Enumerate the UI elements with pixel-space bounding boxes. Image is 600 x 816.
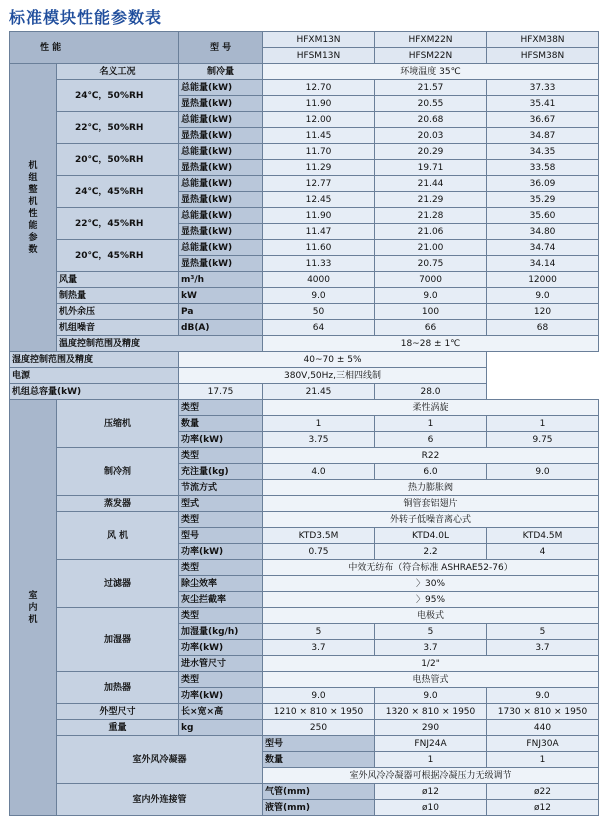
model-name: HFXM38N [487, 32, 599, 48]
value-cell: 68 [487, 320, 599, 336]
sensible-label: 显热量(kW) [179, 224, 263, 240]
temp_range-value: 18~28 ± 1℃ [263, 336, 599, 352]
compressor-qty-label: 数量 [179, 416, 263, 432]
condition-name: 24℃，50%RH [57, 80, 179, 112]
value-cell: 34.74 [487, 240, 599, 256]
total-label: 总能量(kW) [179, 112, 263, 128]
value-cell: ø12 [375, 784, 487, 800]
value-cell: 1 [375, 416, 487, 432]
value-cell: ø12 [487, 800, 599, 816]
table-row [10, 272, 599, 288]
table-row [10, 496, 599, 512]
value-cell: 11.60 [263, 240, 375, 256]
param-name: 制热量 [57, 288, 179, 304]
value-cell: 21.00 [375, 240, 487, 256]
value-cell: 21.57 [375, 80, 487, 96]
param-unit: m³/h [179, 272, 263, 288]
value-cell: 440 [487, 720, 599, 736]
value-cell: 35.60 [487, 208, 599, 224]
value-cell: 12.70 [263, 80, 375, 96]
table-row [10, 32, 599, 48]
value-cell: 37.33 [487, 80, 599, 96]
condition-name: 22℃，50%RH [57, 112, 179, 144]
value-cell: 3.7 [375, 640, 487, 656]
value-cell: 12000 [487, 272, 599, 288]
table-row [10, 144, 599, 160]
value-cell: FNJ24A [375, 736, 487, 752]
power-label: 电源 [10, 368, 179, 384]
table-row [10, 448, 599, 464]
refrigerant-type: R22 [263, 448, 599, 464]
table-row [10, 336, 599, 352]
value-cell: 21.45 [263, 384, 375, 400]
value-cell: 100 [375, 304, 487, 320]
model-header: 型 号 [179, 32, 263, 64]
table-row [10, 320, 599, 336]
ambient-temperature: 环境温度 35℃ [263, 64, 599, 80]
value-cell: 34.80 [487, 224, 599, 240]
condenser-note: 室外风冷冷凝器可根据冷凝压力无级调节 [263, 768, 599, 784]
dimensions-label: 外型尺寸 [57, 704, 179, 720]
value-cell: 12.77 [263, 176, 375, 192]
model-name: HFXM22N [375, 32, 487, 48]
filter-type-label: 类型 [179, 560, 263, 576]
humidifier-power-label: 功率(kW) [179, 640, 263, 656]
table-row [10, 368, 599, 384]
total-label: 总能量(kW) [179, 144, 263, 160]
value-cell: 3.7 [263, 640, 375, 656]
value-cell: 21.44 [375, 176, 487, 192]
table-row [10, 672, 599, 688]
value-cell: 9.0 [375, 288, 487, 304]
heater-label: 加热器 [57, 672, 179, 704]
performance-header: 性 能 [10, 32, 179, 64]
humidifier-pipe: 1/2" [263, 656, 599, 672]
value-cell: 290 [375, 720, 487, 736]
value-cell: 11.70 [263, 144, 375, 160]
table-row [10, 208, 599, 224]
value-cell: 20.75 [375, 256, 487, 272]
humidifier-label: 加湿器 [57, 608, 179, 672]
spec-table-body [10, 32, 599, 816]
evaporator-form: 铜管套铝翅片 [263, 496, 599, 512]
table-row [10, 608, 599, 624]
capacity-label: 机组总容量(kW) [10, 384, 179, 400]
humidifier-pipe-label: 进水管尺寸 [179, 656, 263, 672]
value-cell: 1 [487, 752, 599, 768]
throttle-label: 节流方式 [179, 480, 263, 496]
value-cell: 5 [375, 624, 487, 640]
value-cell: 12.45 [263, 192, 375, 208]
table-row [10, 704, 599, 720]
value-cell: 20.29 [375, 144, 487, 160]
value-cell: 4 [487, 544, 599, 560]
table-row [10, 112, 599, 128]
condition-name: 22℃，45%RH [57, 208, 179, 240]
section-indoor-unit: 室 内 机 [10, 400, 57, 816]
heater-type: 电热管式 [263, 672, 599, 688]
param-name: 风量 [57, 272, 179, 288]
value-cell: 19.71 [375, 160, 487, 176]
value-cell: 9.0 [263, 288, 375, 304]
humidifier-type-label: 类型 [179, 608, 263, 624]
liquid-pipe-label: 液管(mm) [263, 800, 375, 816]
table-row [10, 64, 599, 80]
value-cell: 66 [375, 320, 487, 336]
condition-name: 20℃，50%RH [57, 144, 179, 176]
table-row [10, 384, 599, 400]
value-cell: 28.0 [375, 384, 487, 400]
humidity_range-label: 湿度控制范围及精度 [10, 352, 179, 368]
value-cell: 11.45 [263, 128, 375, 144]
humidifier-amount-label: 加湿量(kg/h) [179, 624, 263, 640]
value-cell: 9.75 [487, 432, 599, 448]
table-row [10, 400, 599, 416]
value-cell: 9.0 [487, 688, 599, 704]
value-cell: 1210 × 810 × 1950 [263, 704, 375, 720]
power-value: 380V,50Hz,三相四线制 [179, 368, 487, 384]
value-cell: 33.58 [487, 160, 599, 176]
page-title: 标准模块性能参数表 [9, 8, 163, 27]
sensible-label: 显热量(kW) [179, 192, 263, 208]
condition-name: 20℃，45%RH [57, 240, 179, 272]
table-row [10, 176, 599, 192]
value-cell: 6.0 [375, 464, 487, 480]
compressor-type-label: 类型 [179, 400, 263, 416]
table-row [10, 80, 599, 96]
filter-arrest-label: 灰尘拦截率 [179, 592, 263, 608]
section-unit-performance: 机 组 整 机 性 能 参 数 [10, 64, 57, 352]
value-cell: 11.47 [263, 224, 375, 240]
value-cell: ø10 [375, 800, 487, 816]
value-cell: 250 [263, 720, 375, 736]
value-cell: 1730 × 810 × 1950 [487, 704, 599, 720]
fan-label: 风 机 [57, 512, 179, 560]
value-cell: 36.09 [487, 176, 599, 192]
param-unit: kW [179, 288, 263, 304]
value-cell: 35.41 [487, 96, 599, 112]
spec-table [9, 31, 599, 816]
value-cell: ø22 [487, 784, 599, 800]
param-unit: dB(A) [179, 320, 263, 336]
filter-eff: 〉30% [263, 576, 599, 592]
condenser-label: 室外风冷凝器 [57, 736, 263, 784]
table-row [10, 784, 599, 800]
table-row [10, 512, 599, 528]
condition-name: 24℃，45%RH [57, 176, 179, 208]
condition-header: 名义工况 [57, 64, 179, 80]
value-cell: 21.29 [375, 192, 487, 208]
value-cell: 34.87 [487, 128, 599, 144]
value-cell: 11.29 [263, 160, 375, 176]
refrigerant-label: 制冷剂 [57, 448, 179, 496]
value-cell: 2.2 [375, 544, 487, 560]
table-row [10, 288, 599, 304]
filter-eff-label: 除尘效率 [179, 576, 263, 592]
value-cell: 34.35 [487, 144, 599, 160]
sensible-label: 显热量(kW) [179, 256, 263, 272]
param-name: 机组噪音 [57, 320, 179, 336]
value-cell: 12.00 [263, 112, 375, 128]
refrigeration-label: 制冷量 [179, 64, 263, 80]
filter-arrest: 〉95% [263, 592, 599, 608]
value-cell: 9.0 [263, 688, 375, 704]
value-cell: 5 [487, 624, 599, 640]
dimensions-unit: 长×宽×高 [179, 704, 263, 720]
value-cell: 11.33 [263, 256, 375, 272]
fan-type: 外转子低噪音离心式 [263, 512, 599, 528]
fan-power-label: 功率(kW) [179, 544, 263, 560]
value-cell: 0.75 [263, 544, 375, 560]
humidity_range-value: 40~70 ± 5% [179, 352, 487, 368]
total-label: 总能量(kW) [179, 240, 263, 256]
value-cell: 5 [263, 624, 375, 640]
sensible-label: 显热量(kW) [179, 128, 263, 144]
value-cell: 120 [487, 304, 599, 320]
value-cell: KTD4.0L [375, 528, 487, 544]
value-cell: 7000 [375, 272, 487, 288]
evaporator-label: 蒸发器 [57, 496, 179, 512]
evaporator-form-label: 型式 [179, 496, 263, 512]
param-unit: Pa [179, 304, 263, 320]
condenser-qty-label: 数量 [263, 752, 375, 768]
fan-type-label: 类型 [179, 512, 263, 528]
heater-power-label: 功率(kW) [179, 688, 263, 704]
value-cell: 21.28 [375, 208, 487, 224]
value-cell: KTD3.5M [263, 528, 375, 544]
total-label: 总能量(kW) [179, 80, 263, 96]
table-row [10, 736, 599, 752]
value-cell: 64 [263, 320, 375, 336]
refrigerant-type-label: 类型 [179, 448, 263, 464]
value-cell: 9.0 [375, 688, 487, 704]
fan-model-label: 型号 [179, 528, 263, 544]
value-cell: 11.90 [263, 96, 375, 112]
value-cell: 1 [487, 416, 599, 432]
table-row [10, 720, 599, 736]
compressor-type: 柔性涡旋 [263, 400, 599, 416]
value-cell: 11.90 [263, 208, 375, 224]
value-cell: 1 [263, 416, 375, 432]
refrigerant-charge-label: 充注量(kg) [179, 464, 263, 480]
throttle-value: 热力膨胀阀 [263, 480, 599, 496]
humidifier-type: 电极式 [263, 608, 599, 624]
value-cell: KTD4.5M [487, 528, 599, 544]
total-label: 总能量(kW) [179, 176, 263, 192]
value-cell: 20.68 [375, 112, 487, 128]
compressor-power-label: 功率(kW) [179, 432, 263, 448]
value-cell: 36.67 [487, 112, 599, 128]
sensible-label: 显热量(kW) [179, 160, 263, 176]
table-row [10, 560, 599, 576]
model-name: HFSM22N [375, 48, 487, 64]
param-name: 机外余压 [57, 304, 179, 320]
value-cell: 6 [375, 432, 487, 448]
value-cell: 4000 [263, 272, 375, 288]
weight-unit: kg [179, 720, 263, 736]
compressor-label: 压缩机 [57, 400, 179, 448]
table-row [10, 352, 599, 368]
value-cell: 4.0 [263, 464, 375, 480]
value-cell: 1 [375, 752, 487, 768]
filter-type: 中效无纺布（符合标准 ASHRAE52-76） [263, 560, 599, 576]
value-cell: 1320 × 810 × 1950 [375, 704, 487, 720]
value-cell: 21.06 [375, 224, 487, 240]
sensible-label: 显热量(kW) [179, 96, 263, 112]
pipe-label: 室内外连接管 [57, 784, 263, 816]
condenser-model-label: 型号 [263, 736, 375, 752]
model-name: HFSM13N [263, 48, 375, 64]
value-cell: 50 [263, 304, 375, 320]
heater-type-label: 类型 [179, 672, 263, 688]
temp_range-label: 温度控制范围及精度 [57, 336, 263, 352]
value-cell: 3.75 [263, 432, 375, 448]
value-cell: 9.0 [487, 288, 599, 304]
filter-label: 过滤器 [57, 560, 179, 608]
weight-label: 重量 [57, 720, 179, 736]
gas-pipe-label: 气管(mm) [263, 784, 375, 800]
value-cell: FNJ30A [487, 736, 599, 752]
value-cell: 20.03 [375, 128, 487, 144]
model-name: HFSM38N [487, 48, 599, 64]
table-row [10, 304, 599, 320]
value-cell: 9.0 [487, 464, 599, 480]
model-name: HFXM13N [263, 32, 375, 48]
total-label: 总能量(kW) [179, 208, 263, 224]
value-cell: 3.7 [487, 640, 599, 656]
table-row [10, 240, 599, 256]
value-cell: 20.55 [375, 96, 487, 112]
value-cell: 35.29 [487, 192, 599, 208]
value-cell: 34.14 [487, 256, 599, 272]
value-cell: 17.75 [179, 384, 263, 400]
